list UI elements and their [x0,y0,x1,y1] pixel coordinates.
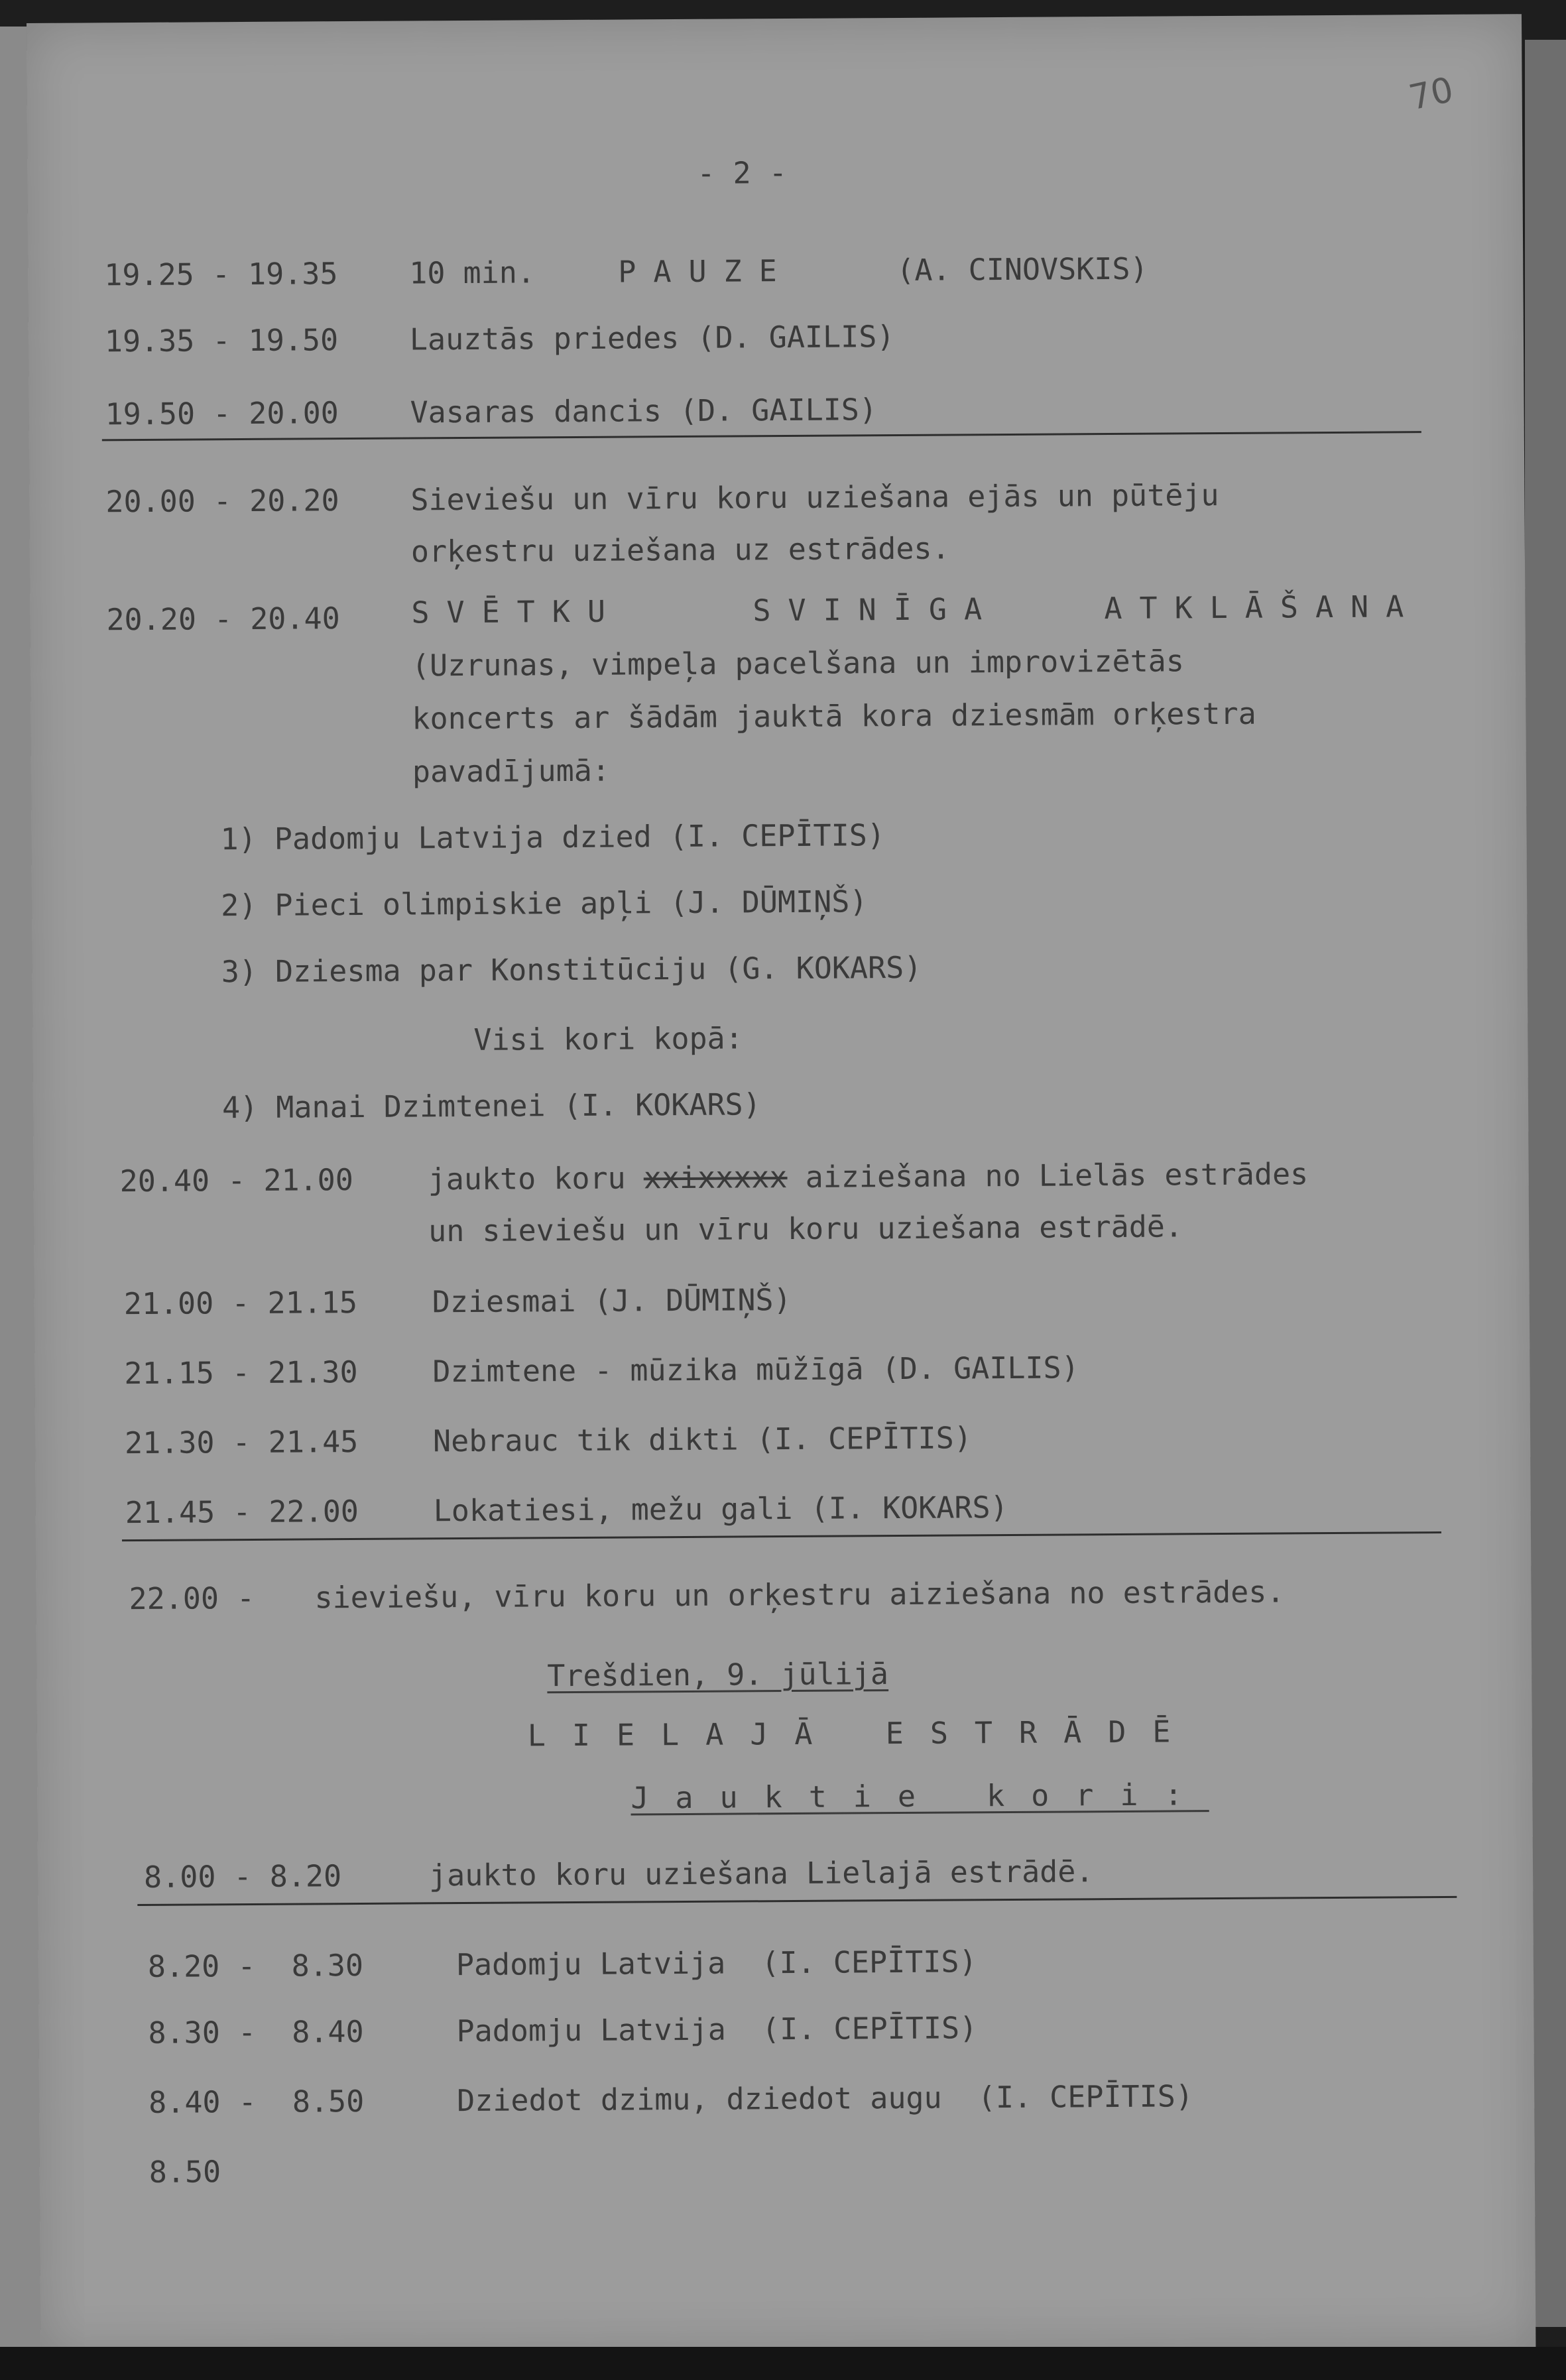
all-choirs-subhead: Visi kori kopā: [473,1020,743,1057]
entry-lauztas-priedes: Lauztās priedes (D. GAILIS) [409,319,895,357]
time-2115: 21.15 - 21.30 [124,1354,358,1392]
pause-duration: 10 min. [409,255,536,291]
entry-vasaras-dancis: Vasaras dancis (D. GAILIS) [410,392,878,430]
entry-aiziesana-line2: un sieviešu un vīru koru uziešana estrādē. [428,1209,1183,1249]
entry-dziedot-dzimu: Dziedot dzimu, dziedot augu (I. CEPĪTIS) [456,2078,1194,2119]
entry-padomju-latvija-2: Padomju Latvija (I. CEPĪTIS) [456,2010,978,2049]
song-item-2: 2) Pieci olimpiskie apļi (J. DŪMIŅŠ) [220,884,868,923]
time-0830: 8.30 - 8.40 [148,2013,364,2051]
time-1950: 19.50 - 20.00 [105,395,339,432]
group-heading: Jauktie kori: [631,1777,1209,1816]
venue-word-2: ESTRĀDĒ [885,1714,1197,1752]
time-2040: 20.40 - 21.00 [119,1162,354,1199]
time-1925: 19.25 - 19.35 [104,256,338,293]
song-item-3: 3) Dziesma par Konstitūciju (G. KOKARS) [221,949,922,990]
page-number: - 2 - [697,154,788,191]
entry-padomju-latvija-1: Padomju Latvija (I. CEPĪTIS) [455,1944,977,1983]
opening-desc-line2: koncerts ar šādām jauktā kora dziesmām orķestra [412,695,1256,737]
entry-dziesmai: Dziesmai (J. DŪMIŅŠ) [432,1281,792,1320]
time-0800: 8.00 - 8.20 [143,1858,342,1895]
song-item-1: 1) Padomju Latvija dzied (I. CEPĪTIS) [220,817,886,857]
venue-word-1: LIELAJĀ [527,1716,839,1754]
struck-word: xxixxxxx [643,1160,788,1196]
time-2130: 21.30 - 21.45 [124,1423,359,1461]
scan-bottom-edge [0,2347,1566,2380]
time-2100: 21.00 - 21.15 [123,1284,358,1322]
entry-dzimtene: Dzimtene - mūzika mūžīgā (D. GAILIS) [432,1350,1079,1390]
opening-word-2: SVINĪGA [753,591,1000,628]
opening-word-1: SVĒTKU [411,593,623,630]
corner-page-note: 70 [1406,70,1457,119]
time-1935: 19.35 - 19.50 [104,322,339,359]
divider-2 [122,1531,1441,1541]
time-0850: 8.50 [149,2154,221,2190]
time-0840: 8.40 - 8.50 [149,2083,365,2120]
divider-1 [102,431,1421,441]
entry-aiziesana-post: aiziešana no Lielās estrādes [787,1156,1309,1195]
entry-mixed-choir-entry: jaukto koru uziešana Lielajā estrādē. [428,1854,1094,1893]
time-2200: 22.00 - [129,1580,255,1617]
document-page [27,14,1536,2357]
pause-conductor: (A. CINOVSKIS) [896,251,1148,288]
entry-aiziesana-pre: jaukto koru [428,1160,644,1197]
time-0820: 8.20 - 8.30 [147,1947,364,1984]
entry-nebrauc: Nebrauc tik dikti (I. CEPĪTIS) [432,1420,973,1459]
entry-aiziesana [428,1156,1309,1197]
entry-final-departure: sieviešu, vīru koru un orķestru aiziešana no estrādes. [314,1574,1285,1616]
divider-3 [137,1896,1457,1906]
day-heading: Trešdien, 9. jūlijā [547,1656,889,1694]
song-item-4: 4) Manai Dzimtenei (I. KOKARS) [221,1087,761,1126]
entry-lokatiesi: Lokatiesi, mežu gali (I. KOKARS) [433,1489,1008,1529]
time-2000: 20.00 - 20.20 [105,483,339,520]
entry-uziesana-line2: orķestru uziešana uz estrādes. [410,530,950,569]
time-2020: 20.20 - 20.40 [106,601,340,638]
entry-uziesana-line1: Sieviešu un vīru koru uziešana ejās un pūtēju [410,477,1219,518]
time-2145: 21.45 - 22.00 [125,1493,359,1531]
pause-label: PAUZE [618,253,794,290]
opening-word-3: ATKLĀŠANA [1104,589,1421,626]
opening-desc-line3: pavadījumā: [412,752,611,790]
opening-desc-line1: (Uzrunas, vimpeļa pacelšana un improvizētās [411,643,1185,684]
